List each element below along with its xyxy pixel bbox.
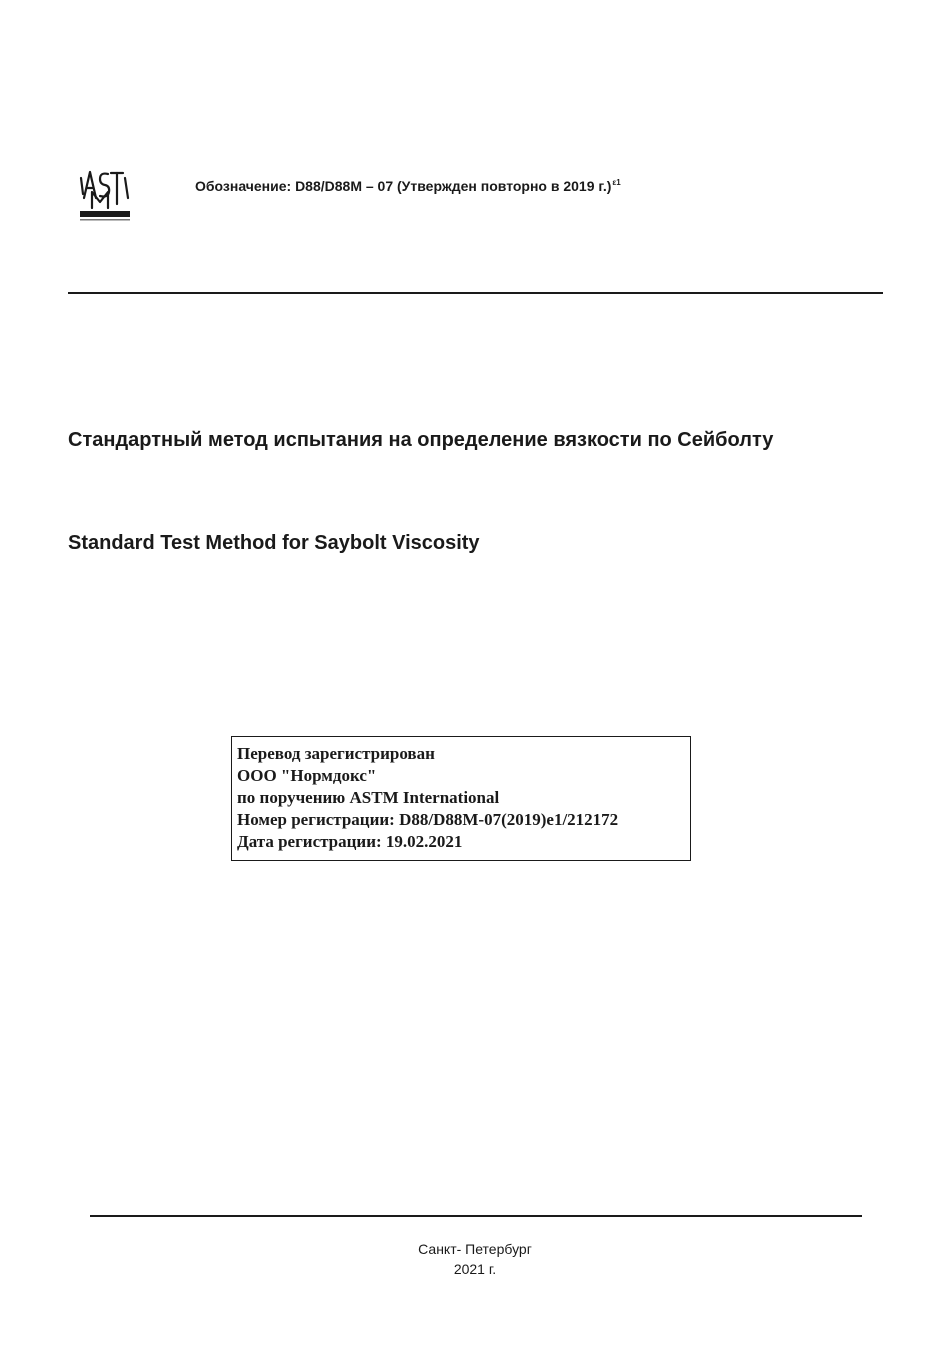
footer-year: 2021 г.: [453, 1261, 497, 1277]
title-russian: Стандартный метод испытания на определение вязкости по Сейболту: [68, 429, 774, 451]
document-designation: [195, 178, 621, 194]
registration-line-1: Перевод зарегистрирован: [237, 744, 435, 763]
registration-box: [231, 736, 691, 861]
registration-number: Номер регистрации: D88/D88M-07(2019)e1/212172: [237, 810, 619, 829]
registration-date: Дата регистрации: 19.02.2021: [237, 832, 463, 851]
designation-superscript: ε1: [612, 178, 621, 187]
header-divider: [68, 292, 883, 294]
footer: [0, 1239, 950, 1279]
designation-text: Обозначение: D88/D88M – 07 (Утвержден повторно в 2019 г.): [195, 178, 612, 194]
footer-city: Санкт- Петербург: [418, 1241, 532, 1257]
registration-line-3: по поручению ASTM International: [237, 788, 500, 807]
title-english: Standard Test Method for Saybolt Viscosity: [68, 532, 480, 554]
astm-logo-icon: [78, 164, 132, 222]
footer-divider: [90, 1215, 862, 1217]
registration-line-2: ООО "Нормдокс": [237, 766, 377, 785]
